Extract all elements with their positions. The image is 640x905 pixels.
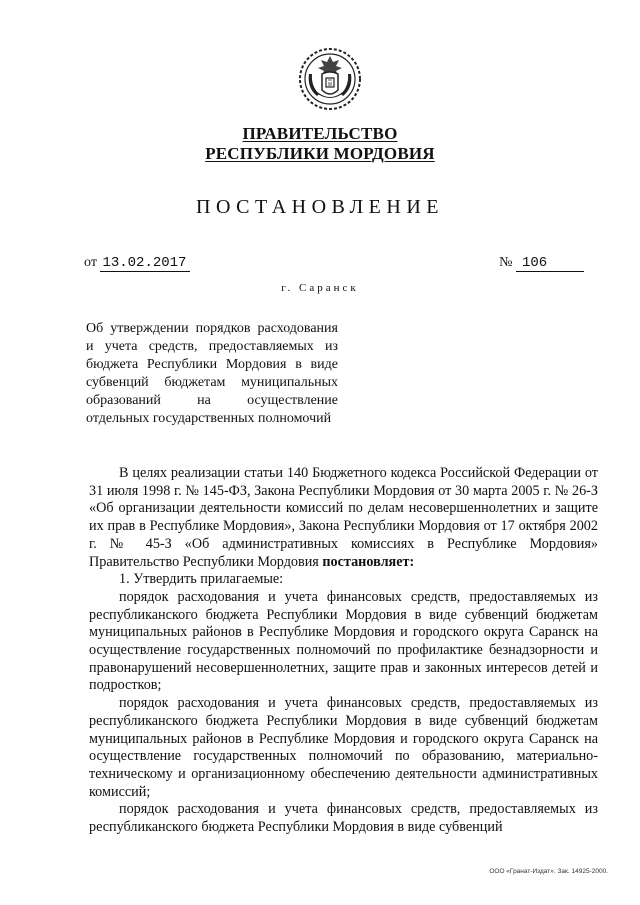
document-number: 106 bbox=[516, 255, 584, 272]
order-3-paragraph: порядок расходования и учета финансовых средств, предоставляемых из республиканского бюджета Республики Мордовия в виде субвенций bbox=[89, 801, 598, 836]
order-1-paragraph: порядок расходования и учета финансовых средств, предоставляемых из республиканского бюджета Республики Мордовия в виде субвенций бюджетам муниципальных районов в Республике Мордовия и городского округа Саранск на осуществление государственных полномочий по профилактике безнадзорности и правонарушений несовершеннолетних, защите прав и законных интересов детей и подростков; bbox=[89, 588, 598, 694]
document-meta-row bbox=[84, 255, 584, 277]
date-field bbox=[84, 255, 190, 272]
document-type-title: ПОСТАНОВЛЕНИЕ bbox=[196, 196, 444, 218]
decree-word: постановляет: bbox=[322, 553, 415, 570]
order-2-paragraph: порядок расходования и учета финансовых средств, предоставляемых из республиканского бюджета Республики Мордовия в виде субвенций бюджетам муниципальных районов в Республике Мордовия и городского округа Саранск на осуществление государственных полномочий по образованию, материально-техническому и организационному обеспечению деятельности административных комиссий; bbox=[89, 695, 598, 800]
issuer-line-2: РЕСПУБЛИКИ МОРДОВИЯ bbox=[205, 144, 435, 163]
preamble-text: В целях реализации статьи 140 Бюджетного кодекса Российской Федерации от 31 июля 1998 г. № 145-ФЗ, Закона Республики Мордовия от 30 марта 2005 г. № 26-З «Об организации деятельности комиссий по делам несовершеннолетних и защите их прав в Республике Мордовия», Закона Республики Мордовия от 17 октября 2002 г. № 45-З «Об административных комиссиях в Республике Мордовия» Правительство Республики Мордовия bbox=[89, 465, 598, 570]
document-body bbox=[89, 465, 598, 837]
city-name: г. Саранск bbox=[281, 282, 359, 294]
coat-of-arms-emblem bbox=[295, 44, 365, 114]
emblem-icon bbox=[295, 44, 365, 114]
issuer-line-1: ПРАВИТЕЛЬСТВО bbox=[242, 124, 398, 143]
issuer-name bbox=[0, 124, 640, 164]
document-subject: Об утверждении порядков расходования и учета средств, предоставляемых из бюджета Республики Мордовия в виде субвенций бюджетам муниципальных образований на осуществление отдельных государственных полномочий bbox=[86, 321, 338, 426]
item-1-paragraph: 1. Утвердить прилагаемые: bbox=[119, 571, 284, 588]
document-date: 13.02.2017 bbox=[100, 255, 190, 272]
number-field bbox=[499, 255, 584, 272]
date-prefix: от bbox=[84, 255, 97, 270]
number-prefix: № bbox=[499, 255, 513, 270]
preamble-paragraph bbox=[89, 465, 598, 571]
printer-imprint: ООО «Гранат-Издат». Зак. 14925-2000. bbox=[489, 868, 608, 875]
